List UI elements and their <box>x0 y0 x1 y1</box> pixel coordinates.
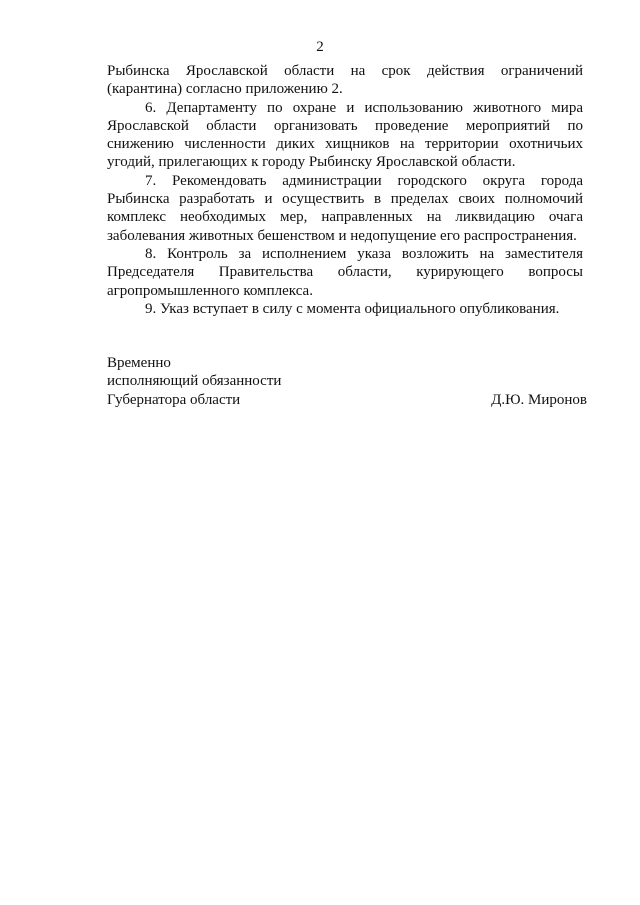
signatory-name: Д.Ю. Миронов <box>491 391 587 408</box>
signature-final-row <box>107 391 587 409</box>
paragraph-item-7: 7. Рекомендовать администрации городского округа города Рыбинска разработать и осуществить в пределах своих полномочий комплекс необходимых мер, направленных на ликвидацию очага заболевания животных бешенством и недопущение его распространения. <box>107 172 583 244</box>
signature-title-line-3: Губернатора области <box>107 391 241 408</box>
paragraph-item-9: 9. Указ вступает в силу с момента официального опубликования. <box>145 300 560 317</box>
signature-block <box>107 354 587 409</box>
page-number: 2 <box>316 39 324 55</box>
paragraph-item-8: 8. Контроль за исполнением указа возложить на заместителя Председателя Правительства области, курирующего вопросы агропромышленного комплекса. <box>107 245 583 299</box>
signature-title-line-1: Временно <box>107 355 171 371</box>
paragraph-continuation: Рыбинска Ярославской области на срок действия ограничений (карантина) согласно приложению 2. <box>107 63 583 98</box>
paragraph-item-6: 6. Департаменту по охране и использованию животного мира Ярославской области организовать проведение мероприятий по снижению численности диких хищников на территории охотничьих угодий, прилегающих к городу Рыбинску Ярославской области. <box>107 99 583 171</box>
signature-title-line-2: исполняющий обязанности <box>107 373 282 390</box>
document-body <box>107 62 583 318</box>
